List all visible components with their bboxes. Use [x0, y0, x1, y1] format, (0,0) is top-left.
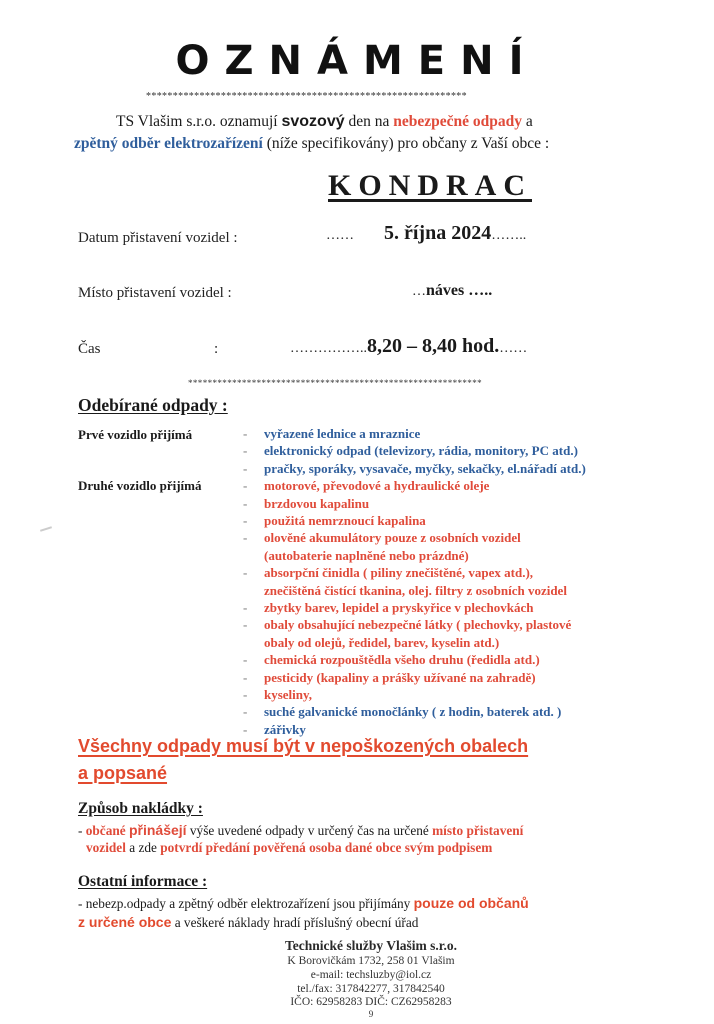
list-bullet-dash: -	[243, 513, 248, 528]
waste-list-item: znečištěná čistící tkanina, olej. filtry z osobních vozidel	[264, 582, 567, 598]
waste-heading: Odebírané odpady :	[78, 395, 228, 415]
list-bullet-dash: -	[243, 687, 248, 702]
dots: ……………..	[290, 341, 367, 356]
scan-mark	[40, 526, 52, 532]
list-bullet-dash: -	[243, 652, 248, 668]
time-row	[290, 335, 527, 358]
intro-text: den na	[344, 113, 394, 130]
intro-text: a	[522, 113, 533, 130]
highlight: z určené obce	[78, 914, 172, 930]
list-bullet-dash: -	[243, 669, 248, 685]
list-bullet-dash: -	[243, 495, 248, 511]
footer-phone: tel./fax: 317842277, 317842540	[297, 983, 445, 995]
highlight: potvrdí předání pověřená osoba dané obce svým podpisem	[160, 840, 493, 855]
highlight: místo přistavení	[432, 823, 524, 838]
page-title: OZNÁMENÍ	[175, 38, 539, 84]
loading-heading: Způsob nakládky :	[78, 800, 203, 817]
list-bullet-dash: -	[243, 600, 248, 615]
list-bullet-dash: -	[243, 478, 248, 494]
other-line-1	[78, 895, 529, 912]
waste-list-item: motorové, převodové a hydraulické oleje	[264, 478, 490, 494]
dots: ……..	[491, 228, 527, 243]
waste-list-item: chemická rozpouštědla všeho druhu (ředidla atd.)	[264, 652, 540, 668]
place-row	[412, 282, 492, 300]
waste-list-item: absorpční činidla ( piliny znečištěné, vapex atd.),	[264, 565, 534, 581]
waste-list-item: kyseliny,	[264, 687, 313, 702]
footer-email: e-mail: techsluzby@iol.cz	[310, 969, 432, 981]
time-label: Čas	[78, 341, 101, 357]
other-line-2	[78, 914, 418, 931]
list-bullet-dash: -	[243, 530, 248, 546]
warning-line-2: a popsané	[78, 763, 168, 783]
date-label: Datum přistavení vozidel :	[78, 230, 238, 246]
separator: ************************************************************	[188, 378, 482, 388]
waste-list-item: vyřazené lednice a mraznice	[264, 426, 421, 441]
waste-list-item: pračky, sporáky, vysavače, myčky, sekačky, el.nářadí atd.)	[264, 460, 586, 476]
dots: ……	[499, 341, 528, 356]
dots: …	[412, 284, 426, 299]
text: a veškeré náklady hradí příslušný obecní úřad	[171, 915, 419, 930]
waste-list-item: obaly obsahující nebezpečné látky ( plechovky, plastové	[264, 617, 572, 633]
intro-highlight-hazardous: nebezpečné odpady	[393, 113, 523, 130]
intro-line-2	[74, 135, 549, 153]
text: a zde	[125, 840, 161, 855]
date-row	[326, 222, 526, 245]
highlight: pouze od občanů	[413, 895, 529, 911]
list-bullet-dash: -	[243, 617, 248, 633]
intro-line-1	[116, 113, 533, 131]
text: -	[78, 823, 86, 838]
second-vehicle-label: Druhé vozidlo přijímá	[78, 478, 202, 493]
list-bullet-dash: -	[243, 460, 248, 476]
text: výše uvedené odpady v určený čas na určené	[186, 823, 433, 838]
list-bullet-dash: -	[243, 443, 248, 459]
list-bullet-dash: -	[243, 426, 248, 441]
dots: ……	[326, 228, 354, 243]
place-label: Místo přistavení vozidel :	[78, 285, 232, 301]
first-vehicle-label: Prvé vozidlo přijímá	[78, 427, 193, 442]
highlight: přinášejí	[128, 822, 187, 838]
footer-ids: IČO: 62958283 DIČ: CZ62958283	[290, 996, 452, 1008]
list-bullet-dash: -	[243, 721, 248, 737]
time-colon: :	[214, 341, 219, 357]
warning-line-1: Všechny odpady musí být v nepoškozených obalech	[78, 736, 529, 756]
intro-highlight-svozovy: svozový	[281, 113, 345, 130]
footer-company: Technické služby Vlašim s.r.o.	[284, 938, 458, 953]
loading-line-2	[86, 840, 492, 856]
intro-text: TS Vlašim s.r.o. oznamují	[116, 113, 282, 130]
place-value: náves	[426, 282, 465, 299]
highlight: občané	[85, 823, 129, 838]
time-value: 8,20 – 8,40 hod.	[367, 335, 500, 357]
waste-list-item: pesticidy (kapaliny a prášky užívané na zahradě)	[264, 669, 536, 685]
other-heading: Ostatní informace :	[78, 873, 208, 890]
waste-list-item: obaly od olejů, ředidel, barev, kyselin atd.)	[264, 634, 500, 650]
waste-list-item: brzdovou kapalinu	[264, 495, 370, 511]
waste-list-item: (autobaterie naplněné nebo prázdné)	[264, 547, 469, 563]
loading-line-1	[78, 822, 523, 839]
waste-list-item: zářivky	[264, 721, 306, 737]
list-bullet-dash: -	[243, 565, 248, 581]
waste-list-item: suché galvanické monočlánky ( z hodin, baterek atd. )	[264, 704, 562, 720]
separator: ************************************************************	[146, 91, 467, 102]
intro-highlight-electro: zpětný odběr elektrozařízení	[74, 135, 263, 152]
page-number: 9	[368, 1009, 374, 1019]
waste-list-item: zbytky barev, lepidel a pryskyřice v plechovkách	[264, 600, 534, 615]
waste-list-item: elektronický odpad (televizory, rádia, monitory, PC atd.)	[264, 443, 578, 459]
waste-list-item: olověné akumulátory pouze z osobních vozidel	[264, 530, 521, 546]
intro-text: (níže specifikovány) pro občany z Vaší obce :	[262, 135, 550, 152]
highlight: vozidel	[86, 840, 126, 855]
footer-address: K Borovičkám 1732, 258 01 Vlašim	[287, 955, 455, 967]
list-bullet-dash: -	[243, 704, 248, 720]
text: - nebezp.odpady a zpětný odběr elektrozařízení jsou přijímány	[78, 896, 414, 911]
date-value: 5. října 2024	[384, 222, 492, 244]
municipality-name: KONDRAC	[328, 169, 532, 202]
waste-list-item: použitá nemrznoucí kapalina	[264, 513, 426, 528]
dots: …..	[464, 282, 493, 299]
